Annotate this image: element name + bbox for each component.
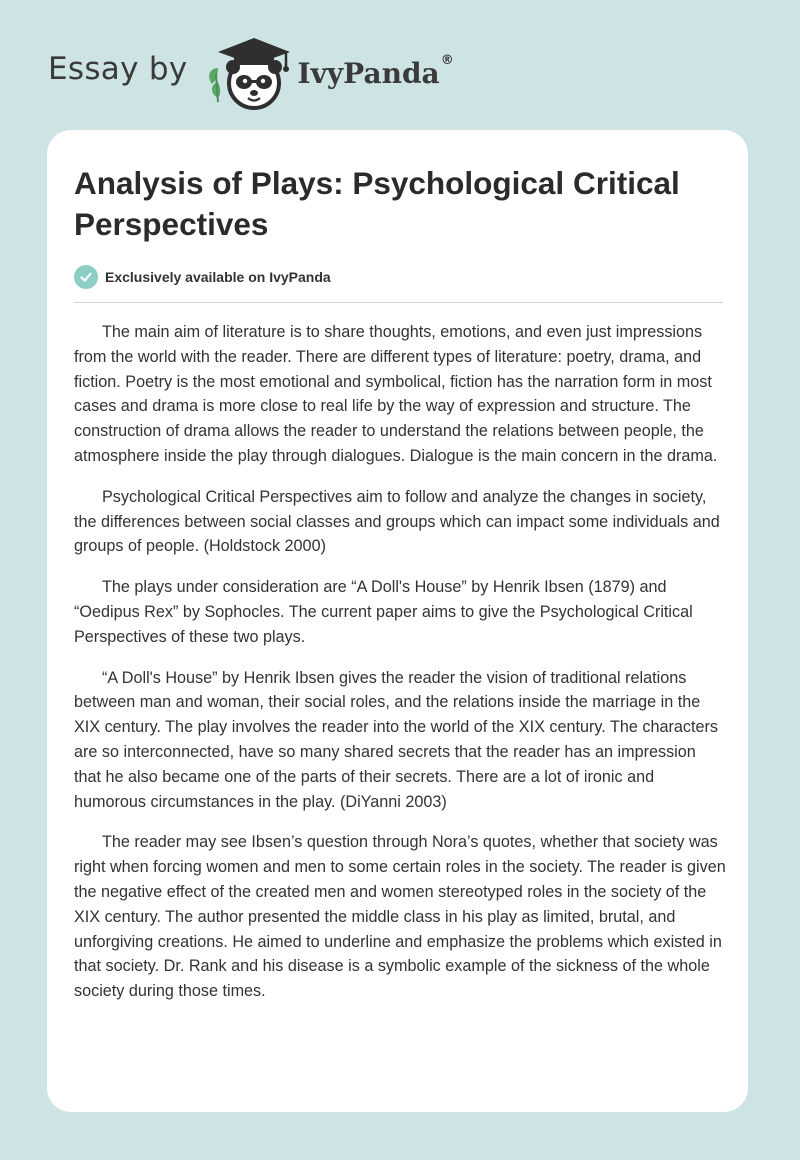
site-header-brand[interactable] — [48, 34, 454, 114]
page-title: Analysis of Plays: Psychological Critical Perspectives — [74, 165, 680, 242]
essay-body — [74, 320, 726, 1020]
brand-name: IvyPanda — [297, 56, 440, 90]
panda-graduate-logo-icon — [204, 34, 296, 114]
paragraph: Psychological Critical Perspectives aim to follow and analyze the changes in society, the differences between social classes and groups which can impact some individuals and groups of people. (Holdstock 2000) — [74, 487, 720, 556]
brand-prefix: Essay by — [48, 51, 188, 87]
check-circle-icon — [74, 265, 98, 289]
paragraph: “A Doll's House” by Henrik Ibsen gives the reader the vision of traditional relations between man and woman, their social roles, and the relations inside the marriage in the XIX century. The play involves the reader into the world of the XIX century. The characters are so interconnected, have so many shared secrets that the reader has an impression that he also became one of the parts of their secrets. There are a lot of ironic and humorous circumstances in the play. (DiYanni 2003) — [74, 668, 718, 811]
registered-mark: ® — [440, 52, 454, 68]
paragraph: The main aim of literature is to share thoughts, emotions, and even just impressions from the world with the reader. There are different types of literature: poetry, drama, and fiction. Poetry is the most emotional and symbolical, fiction has the narration form in most cases and drama is more close to real life by the way of expression and structure. The construction of drama allows the reader to understand the relations between people, the atmosphere inside the play through dialogues. Dialogue is the main concern in the drama. — [74, 323, 718, 465]
exclusive-badge — [74, 264, 331, 290]
exclusive-label: Exclusively available on IvyPanda — [105, 269, 331, 285]
paragraph: The reader may see Ibsen’s question through Nora’s quotes, whether that society was right when forcing women and men to some certain roles in the society. The reader is given the negative effect of the created men and women stereotyped roles in the society of the XIX century. The author presented the middle class in his play as limited, brutal, and unforgiving creations. He aimed to underline and emphasize the problems which existed in that society. Dr. Rank and his disease is a symbolic example of the sickness of the whole society during those times. — [74, 833, 726, 1001]
paragraph: The plays under consideration are “A Doll's House” by Henrik Ibsen (1879) and “Oedipus Rex” by Sophocles. The current paper aims to give the Psychological Critical Perspectives of these two plays. — [74, 578, 693, 646]
essay-card — [47, 130, 748, 1112]
divider — [74, 302, 723, 303]
